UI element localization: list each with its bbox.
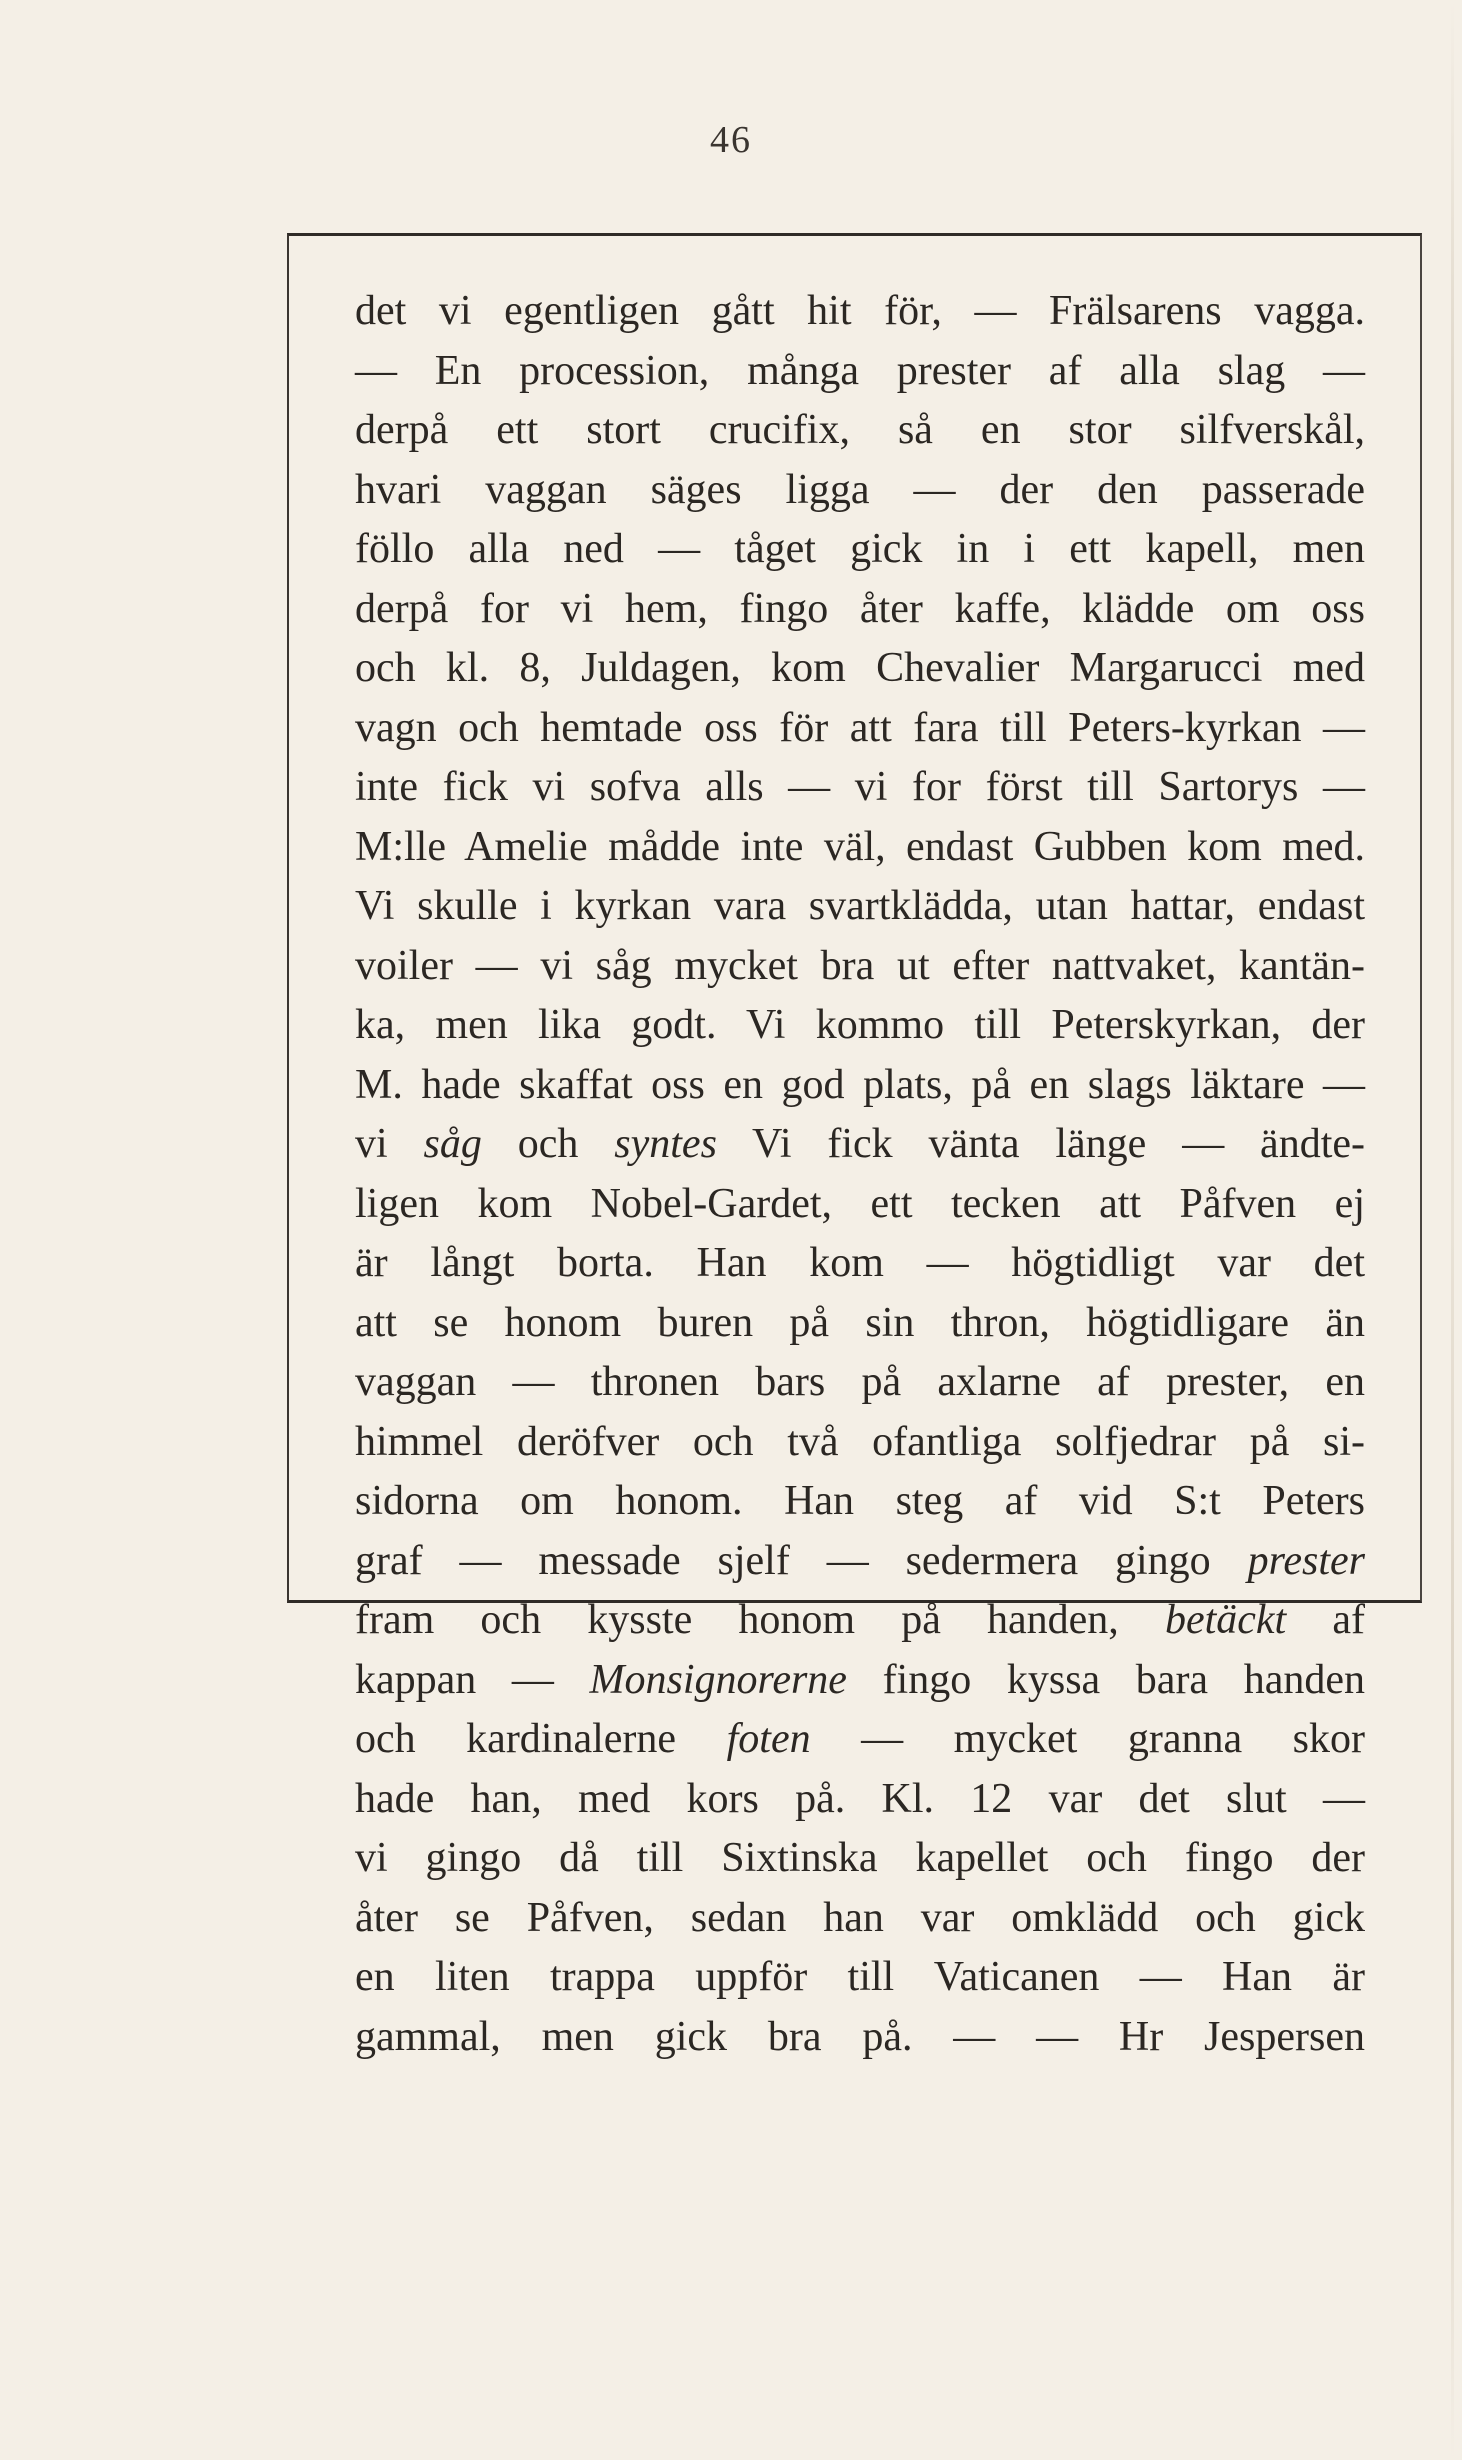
text-line: derpå ett stort crucifix, så en stor silfverskål, xyxy=(355,407,1365,453)
page-edge xyxy=(1451,0,1454,2460)
text-line: sidorna om honom. Han steg af vid S:t Peters xyxy=(355,1478,1365,1524)
italic-word: syntes xyxy=(614,1121,717,1167)
italic-word: betäckt xyxy=(1164,1597,1287,1643)
text-line: M. hade skaffat oss en god plats, på en slags läktare — xyxy=(355,1061,1365,1108)
body-text xyxy=(355,282,1365,2067)
text-line: en liten trappa uppför till Vaticanen — Han är xyxy=(355,1954,1365,2000)
text-line: hade han, med kors på. Kl. 12 var det slut — xyxy=(355,1775,1365,1822)
text-line: kappan — Monsignorerne fingo kyssa bara handen xyxy=(355,1656,1365,1703)
text-line: vaggan — thronen bars på axlarne af prester, en xyxy=(355,1359,1365,1405)
text-line: fram och kysste honom på handen, betäckt af xyxy=(355,1597,1365,1643)
text-line: inte fick vi sofva alls — vi for först till Sartorys — xyxy=(355,764,1365,810)
text-line: graf — messade sjelf — sedermera gingo prester xyxy=(355,1537,1365,1584)
text-line: ligen kom Nobel-Gardet, ett tecken att Påfven ej xyxy=(355,1180,1365,1227)
text-line: vi gingo då till Sixtinska kapellet och fingo der xyxy=(355,1835,1365,1881)
text-line: Vi skulle i kyrkan vara svartklädda, utan hattar, endast xyxy=(355,883,1365,929)
text-line: derpå for vi hem, fingo åter kaffe, klädde om oss xyxy=(355,585,1365,632)
text-line: är långt borta. Han kom — högtidligt var det xyxy=(355,1240,1365,1286)
italic-word: foten xyxy=(726,1716,811,1762)
text-line: vi såg och syntes Vi fick vänta länge — ändte- xyxy=(355,1121,1365,1167)
text-line: M:lle Amelie mådde inte väl, endast Gubben kom med. xyxy=(355,823,1365,870)
text-line: och kl. 8, Juldagen, kom Chevalier Margarucci med xyxy=(355,645,1365,691)
text-line: gammal, men gick bra på. — — Hr Jespersen xyxy=(355,2013,1365,2060)
text-line: att se honom buren på sin thron, högtidligare än xyxy=(355,1299,1365,1346)
text-line: det vi egentligen gått hit för, — Frälsarens vagga. xyxy=(355,288,1365,334)
text-line: åter se Påfven, sedan han var omklädd och gick xyxy=(355,1894,1365,1941)
text-line: föllo alla ned — tåget gick in i ett kapell, men xyxy=(355,526,1365,572)
text-line: voiler — vi såg mycket bra ut efter nattvaket, kantän- xyxy=(355,942,1365,989)
italic-word: Monsignorerne xyxy=(589,1656,847,1703)
text-line: — En procession, många prester af alla slag — xyxy=(355,347,1365,394)
text-line: himmel deröfver och två ofantliga solfjedrar på si- xyxy=(355,1418,1365,1465)
italic-word: prester xyxy=(1247,1537,1365,1584)
text-line: och kardinalerne foten — mycket granna skor xyxy=(355,1716,1365,1762)
text-line: vagn och hemtade oss för att fara till Peters-kyrkan — xyxy=(355,704,1365,751)
text-line: hvari vaggan säges ligga — der den passerade xyxy=(355,466,1365,513)
italic-word: såg xyxy=(423,1121,482,1167)
page-number: 46 xyxy=(710,119,752,161)
text-line: ka, men lika godt. Vi kommo till Peterskyrkan, der xyxy=(355,1002,1365,1048)
